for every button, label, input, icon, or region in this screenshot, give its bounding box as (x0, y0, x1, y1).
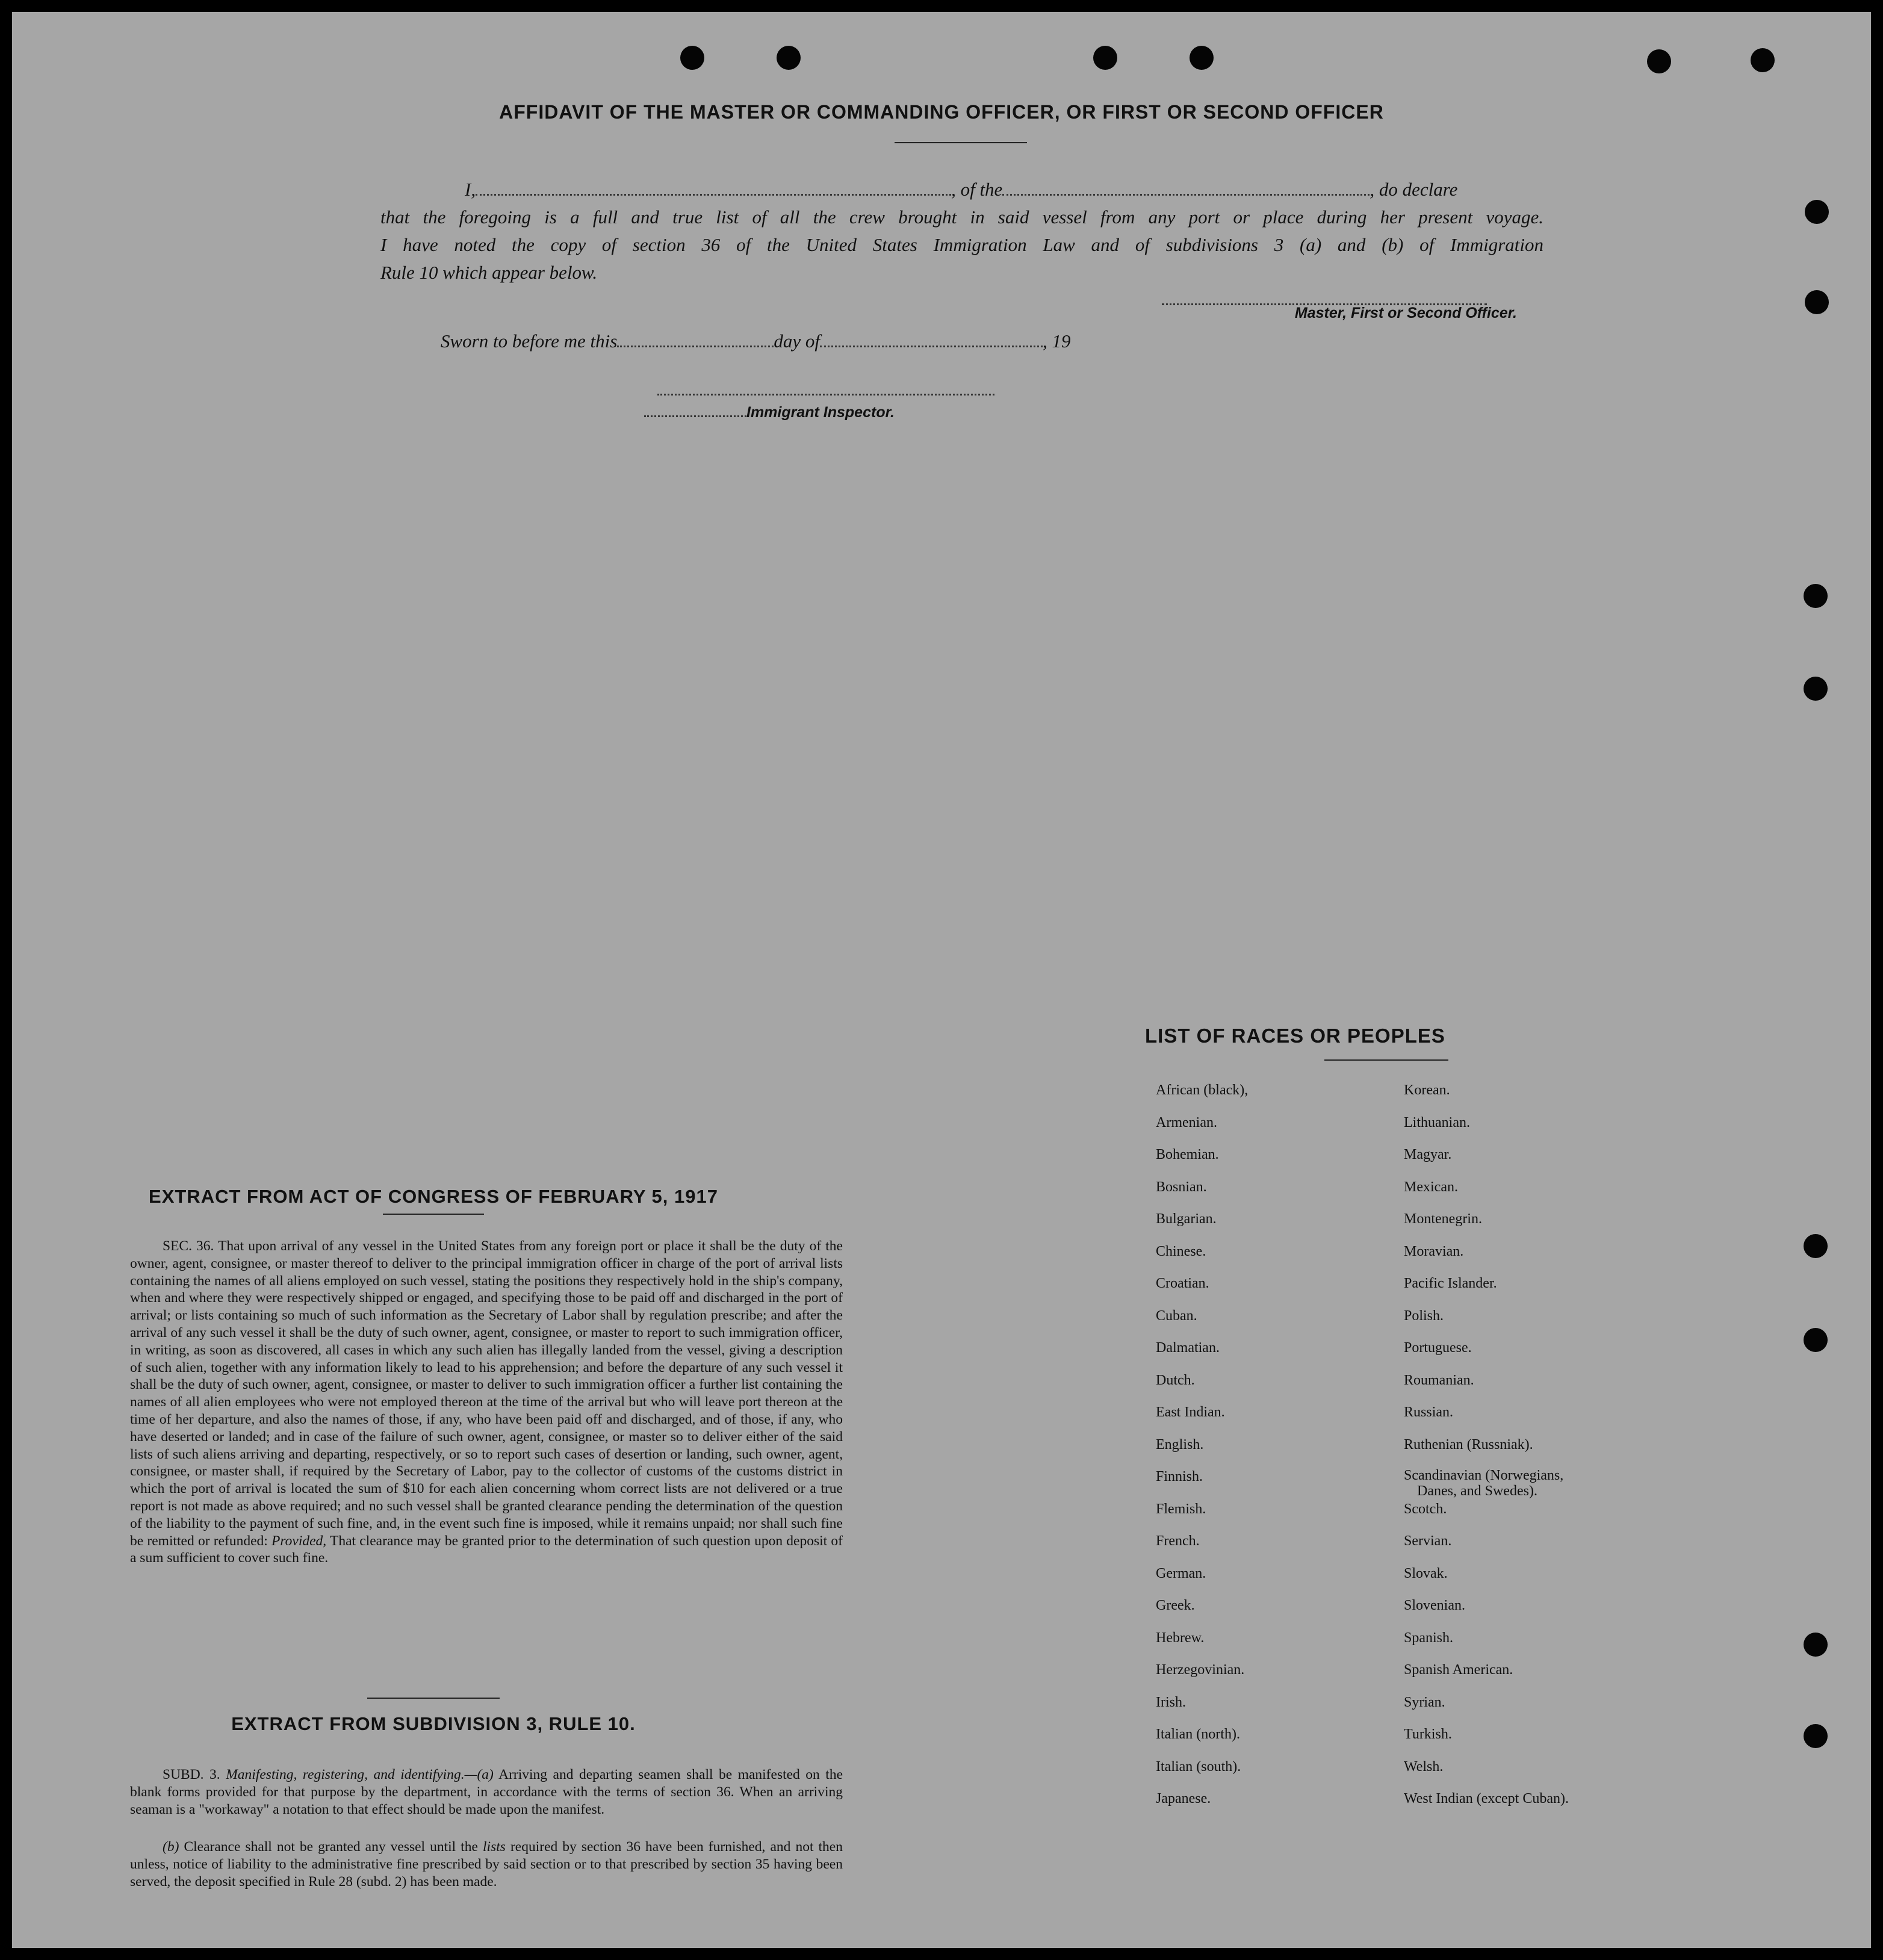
declaration-line-3: I have noted the copy of section 36 of the United States Immigration Law and of subdivisions 3 (a) and (b) of Immigration (380, 234, 1543, 255)
punch-hole (1804, 1234, 1828, 1258)
punch-hole (1804, 1633, 1828, 1657)
race-item: Portuguese. (1404, 1340, 1472, 1356)
race-item: Magyar. (1404, 1147, 1452, 1162)
race-item: Moravian. (1404, 1243, 1464, 1259)
races-right-column (1404, 1081, 1569, 1822)
sworn-day-of: day of (774, 330, 820, 352)
race-item: Mexican. (1404, 1179, 1458, 1195)
sworn-year-prefix: , 19 (1042, 330, 1071, 352)
race-item: Herzegovinian. (1156, 1662, 1245, 1678)
punch-hole (1804, 584, 1828, 608)
subd-b-text-1: Clearance shall not be granted any vessel until the (184, 1839, 478, 1855)
punch-hole (1093, 46, 1117, 70)
race-item: Finnish. (1156, 1469, 1203, 1484)
declaration-line-4: Rule 10 which appear below. (380, 262, 598, 283)
race-item: Russian. (1404, 1404, 1454, 1420)
race-item: Spanish. (1404, 1630, 1454, 1646)
proviso-word: Provided, (271, 1533, 327, 1549)
race-item: Irish. (1156, 1694, 1186, 1710)
punch-hole (777, 46, 801, 70)
punch-hole (1751, 48, 1775, 72)
race-item: Roumanian. (1404, 1372, 1474, 1388)
race-item: Scotch. (1404, 1501, 1447, 1517)
declarant-prefix: I, (465, 179, 476, 200)
race-item: Bosnian. (1156, 1179, 1207, 1195)
race-item: West Indian (except Cuban). (1404, 1791, 1569, 1806)
race-item: Dalmatian. (1156, 1340, 1220, 1356)
declaration-line-2: that the foregoing is a full and true list of all the crew brought in said vessel from any port or place during her present voyage. (380, 206, 1543, 228)
race-item: Flemish. (1156, 1501, 1206, 1517)
race-item: French. (1156, 1533, 1200, 1549)
subd-b-text-2: required by section 36 have been furnished, and not then unless, notice of liability to the administrative fine prescribed by said section or to that prescribed by section 35 having been served, the deposit specified in Rule 28 (subd. 2) has been made. (130, 1839, 843, 1890)
race-item: Hebrew. (1156, 1630, 1205, 1646)
act-extract-divider (383, 1214, 484, 1215)
race-item: Pacific Islander. (1404, 1276, 1497, 1291)
race-item: Polish. (1404, 1307, 1444, 1324)
race-item: Servian. (1404, 1533, 1452, 1549)
affidavit-declaration (380, 176, 1543, 287)
vessel-name-field[interactable] (1002, 178, 1370, 196)
inspector-line (644, 403, 1066, 421)
punch-hole (1647, 49, 1671, 73)
race-item: Croatian. (1156, 1276, 1209, 1291)
sworn-month-field[interactable] (820, 330, 1043, 347)
declaration-line-1 (380, 176, 1543, 203)
proviso-text: That clearance may be granted prior to the determination of such question upon deposit of a sum sufficient to cover such fine. (130, 1533, 843, 1566)
punch-hole (680, 46, 704, 70)
subd-b-label: (b) (163, 1839, 179, 1855)
race-item: Syrian. (1404, 1694, 1445, 1710)
subd-label: SUBD. 3. (163, 1767, 220, 1782)
race-item: Chinese. (1156, 1243, 1206, 1259)
race-item: Spanish American. (1404, 1662, 1513, 1678)
race-item: Lithuanian. (1404, 1114, 1470, 1130)
signature-caption: Master, First or Second Officer. (1294, 305, 1517, 321)
sworn-line (441, 330, 1193, 352)
declare-suffix: , do declare (1370, 179, 1458, 200)
race-item: Dutch. (1156, 1372, 1195, 1388)
document-page (12, 12, 1871, 1948)
race-item: Slovak. (1404, 1565, 1448, 1581)
sworn-prefix: Sworn to before me this (441, 330, 618, 352)
punch-hole (1805, 290, 1829, 314)
races-left-column (1156, 1081, 1248, 1822)
race-item: Armenian. (1156, 1114, 1217, 1130)
race-item: Montenegrin. (1404, 1211, 1482, 1227)
race-item: Greek. (1156, 1598, 1195, 1613)
vessel-prefix: , of the (951, 179, 1003, 200)
title-divider (895, 142, 1027, 143)
punch-hole (1190, 46, 1214, 70)
rule-extract-divider-top (367, 1698, 500, 1699)
race-item: Turkish. (1404, 1726, 1452, 1742)
rule-subdivision-b (130, 1838, 843, 1890)
race-item: Japanese. (1156, 1791, 1211, 1806)
act-extract-title: EXTRACT FROM ACT OF CONGRESS OF FEBRUARY 5, 1917 (149, 1186, 718, 1207)
subd-b-lists: lists (483, 1839, 506, 1855)
race-item: Korean. (1404, 1082, 1450, 1098)
race-item: Ruthenian (Russniak). (1404, 1436, 1533, 1453)
race-item: African (black), (1156, 1082, 1249, 1098)
race-item: Scandinavian (Norwegians, (1404, 1468, 1564, 1483)
section-36-text: SEC. 36. That upon arrival of any vessel in the United States from any foreign port or place it shall be the duty of the owner, agent, consignee, or master thereof to deliver to the principal immigration officer in charge of the port of arrival lists containing the names of all aliens employed on such vessel, stating the positions they respectively hold in the ship's company, when and where they were respectively shipped or engaged, and specifying those to be paid off and discharged in the port of arrival; or lists containing so much of such information as the Secretary of Labor shall by regulation prescribe; and after the arrival of any such vessel it shall be the duty of such owner, agent, consignee, or master to report to such immigration officer, in writing, as soon as discovered, all cases in which any such alien has illegally landed from the vessel, giving a description of such alien, together with any information likely to lead to his apprehension; and before the departure of any such vessel it shall be the duty of such owner, agent, consignee, or master to deliver to such immigration officer a further list containing the names of all alien employees who were not employed thereon at the time of the arrival but who will leave port thereon at the time of her departure, and also the names of those, if any, who have been paid off and discharged, and of those, if any, who have deserted or landed; and in case of the failure of such owner, agent, consignee, or master so to deliver either of the said lists of such aliens arriving and departing, respectively, or so to report such cases of desertion or landing, such owner, agent, consignee, or master shall, if required by the Secretary of Labor, pay to the collector of customs of the customs district in which the port of arrival is located the sum of $10 for each alien concerning whom correct lists are not delivered or a true report is not made as above required; and no such vessel shall be granted clearance pending the determination of the question of the liability to the payment of such fine, and, in the event such fine is imposed, while it remains unpaid; nor shall such fine be remitted or refunded: (130, 1238, 843, 1549)
act-extract-text (130, 1238, 843, 1567)
inspector-dots (644, 403, 746, 417)
declarant-name-field[interactable] (476, 178, 951, 196)
race-item: Slovenian. (1404, 1598, 1465, 1613)
inspector-signature-line[interactable] (657, 394, 994, 395)
race-item: German. (1156, 1565, 1206, 1581)
rule-subdivision-a (130, 1766, 843, 1818)
inspector-caption: Immigrant Inspector. (746, 404, 895, 421)
punch-hole (1804, 677, 1828, 701)
subd-a-text: Arriving and departing seamen shall be manifested on the blank forms provided for that purpose by the department, in accordance with the terms of section 36. When an arriving seaman is a "workaway" a notation to that effect should be made upon the manifest. (130, 1767, 843, 1817)
races-divider (1324, 1059, 1448, 1061)
subd-heading: Manifesting, registering, and identifying.—(a) (226, 1767, 494, 1782)
punch-hole (1804, 1328, 1828, 1352)
race-item: Italian (north). (1156, 1726, 1240, 1742)
race-item: Italian (south). (1156, 1758, 1241, 1775)
punch-hole (1805, 200, 1829, 224)
affidavit-title: AFFIDAVIT OF THE MASTER OR COMMANDING OFFICER, OR FIRST OR SECOND OFFICER (499, 101, 1384, 123)
race-item: Cuban. (1156, 1307, 1197, 1324)
race-item: Welsh. (1404, 1758, 1444, 1775)
race-item: Bohemian. (1156, 1147, 1219, 1162)
race-item-continuation: Danes, and Swedes). (1417, 1483, 1537, 1499)
races-title: LIST OF RACES OR PEOPLES (1145, 1025, 1445, 1047)
race-item-two-line (1404, 1468, 1569, 1500)
sworn-day-field[interactable] (617, 330, 774, 347)
race-item: English. (1156, 1436, 1204, 1453)
rule-extract-title: EXTRACT FROM SUBDIVISION 3, RULE 10. (231, 1713, 636, 1734)
race-item: East Indian. (1156, 1404, 1225, 1420)
race-item: Bulgarian. (1156, 1211, 1217, 1227)
punch-hole (1804, 1724, 1828, 1748)
